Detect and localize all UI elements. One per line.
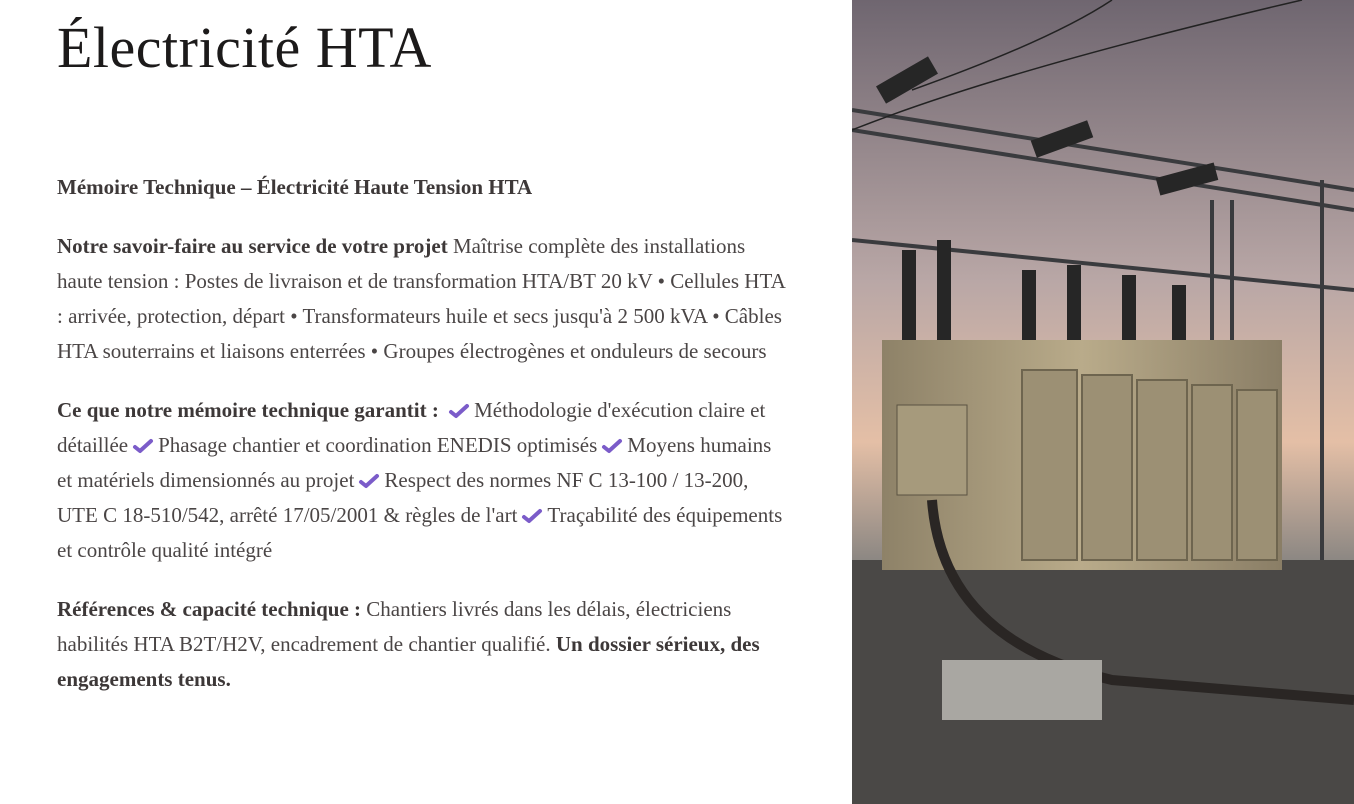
savoir-faire-lead: Notre savoir-faire au service de votre projet <box>57 234 448 258</box>
references-paragraph <box>57 592 787 697</box>
savoir-faire-text: Maîtrise complète des installations haute tension : Postes de livraison et de transformation HTA/BT 20 kV • Cellules HTA : arrivée, protection, départ • Transformateurs huile et secs jusqu'à 2 500 kVA • Câbles HTA souterrains et liaisons enterrées • Groupes électrogènes et onduleurs de secours <box>57 234 785 363</box>
checkmark-icon <box>521 508 543 524</box>
heading: Mémoire Technique – Électricité Haute Tension HTA <box>57 175 533 199</box>
checkmark-icon <box>601 438 623 454</box>
page-title: Électricité HTA <box>57 15 432 80</box>
guarantees-paragraph <box>57 393 787 568</box>
guarantee-item: Moyens humains et matériels dimensionnés au projet <box>57 433 772 492</box>
closing-statement: Un dossier sérieux, des engagements tenus. <box>57 632 760 691</box>
references-lead: Références & capacité technique : <box>57 597 362 621</box>
guarantee-item: Respect des normes NF C 13-100 / 13-200, UTE C 18-510/542, arrêté 17/05/2001 & règles de l'art <box>57 468 749 527</box>
guarantee-item: Traçabilité des équipements et contrôle qualité intégré <box>57 503 783 562</box>
references-text: Chantiers livrés dans les délais, électriciens habilités HTA B2T/H2V, encadrement de chantier qualifié. <box>57 597 732 656</box>
guarantees-lead: Ce que notre mémoire technique garantit : <box>57 398 439 422</box>
checkmark-icon <box>448 403 470 419</box>
substation-photo <box>852 0 1354 804</box>
checkmark-icon <box>358 473 380 489</box>
checkmark-icon <box>132 438 154 454</box>
savoir-faire-paragraph <box>57 229 787 369</box>
content <box>57 170 787 721</box>
guarantee-item: Phasage chantier et coordination ENEDIS optimisés <box>158 433 598 457</box>
guarantee-item: Méthodologie d'exécution claire et détaillée <box>57 398 766 457</box>
